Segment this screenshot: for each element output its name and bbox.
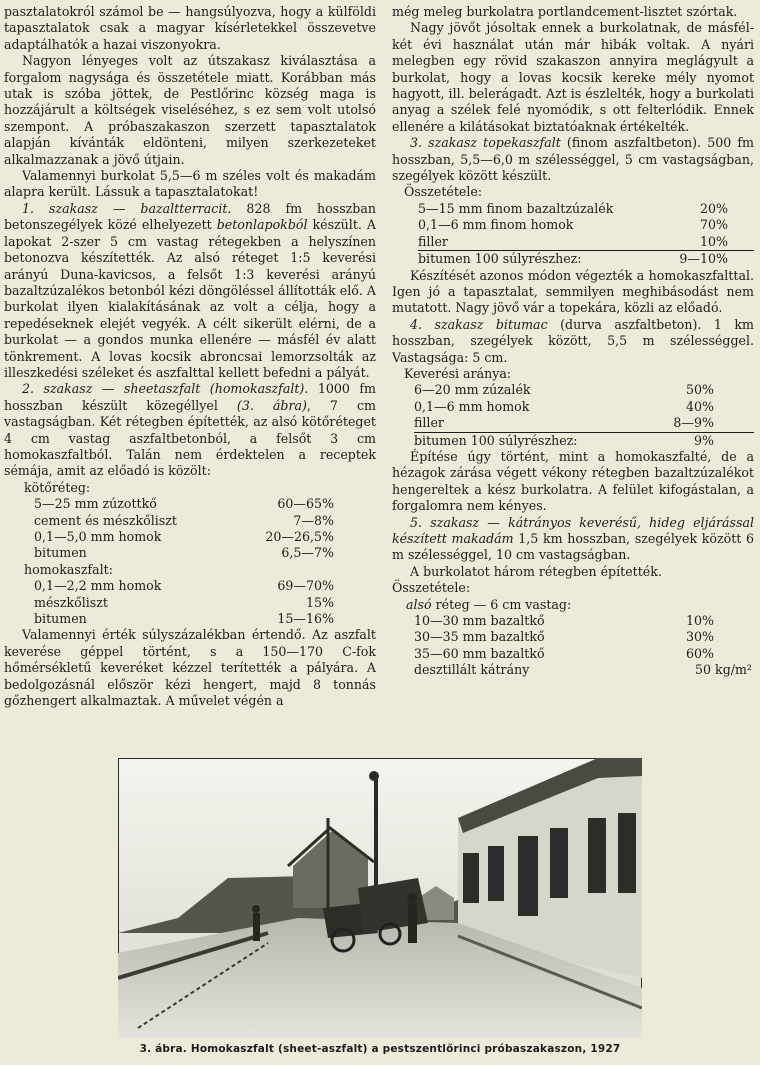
section-heading: 3. szakasz topekaszfalt [410, 135, 561, 151]
section-1: 1. szakasz — bazaltterracit. 828 fm hosszban betonszegélyek közé elhelyezett betonlapokból készült. A lapokat 2-szer 5 cm vastag rétegekben a helyszínen betonozva készítették. Az alsó réteget 1:5 keverési arányú Duna-kavicsos, a felsőt 1:3 keverési arányú bazaltzúzalékos betonból kézi döngöléssel állították elő. A burkolat ilyen kialakításának az volt a célja, hogy a repedéseknek elejét vegyék. A célt sikerült elérni, de a burkolat — a gondos munka ellenére — másfél év alatt tönkrement. A lovas kocsik abroncsai lemorzsolták az illeszkedési széleket és aszfalttal kellett befedni a pályát. [4, 200, 376, 380]
paragraph: Valamennyi burkolat 5,5—6 m széles volt és makadám alapra került. Lássuk a tapasztalatokat! [4, 168, 376, 200]
recipe-makadam [392, 580, 754, 678]
section-3: 3. szakasz topekaszfalt (finom aszfaltbeton). 500 fm hosszban, 5,5—6,0 m szélességgel, 5 cm vastagságban, szegélyek között készült. [392, 135, 754, 184]
recipe-row: mészkőliszt 15% [34, 594, 334, 610]
window [488, 846, 504, 901]
section-heading: 5. szakasz — kátrányos keverésű, hideg eljárással készített makadám [392, 514, 754, 546]
paragraph: Valamennyi érték súlyszázalékban értendő. Az aszfalt keverése géppel történt, s a 150—170 C-fok hőmérsékletű keveréket kézzel terítették a pályára. A bedolgozásnál először kézi hengert, majd 8 tonnás gőzhengert alkalmaztak. A művelet végén a [4, 627, 376, 709]
recipe-row: 6—20 mm zúzalék 50% [414, 382, 714, 398]
recipe-bitumac [392, 366, 754, 449]
recipe-row: 0,1—5,0 mm homok 20—26,5% [34, 529, 334, 544]
recipe-kotoreteg [4, 480, 376, 628]
section-heading: 1. szakasz — bazaltterracit. [22, 200, 232, 216]
window [550, 828, 568, 898]
paragraph: Építése úgy történt, mint a homokaszfalté, de a hézagok zárása végett vékony rétegben bazaltzúzalékot hengereltek a kész burkolatra. A felület kifogástalan, a forgalomra nem kényes. [392, 448, 754, 514]
right-column [392, 4, 754, 679]
section-4: 4. szakasz bitumac (durva aszfaltbeton). 1 km hosszban, szegélyek között, 5,5 m szélességgel. Vastagsága: 5 cm. [392, 316, 754, 365]
recipe-row: 5—25 mm zúzottkő 60—65% [34, 496, 334, 512]
figure-photo [118, 758, 642, 1038]
recipe-topeka [392, 184, 754, 267]
recipe-heading: Összetétele: [404, 184, 483, 200]
section-2: 2. szakasz — sheetaszfalt (homokaszfalt). 1000 fm hosszban készült közegéllyel (3. ábra), 7 cm vastagságban. Két rétegben építették, az alsó kötőréteget 4 cm vastag aszfaltbetonból, a felsőt 3 cm homokaszfaltból. Talán nem érdektelen a receptek sémája, amit az előadó is közölt: [4, 381, 376, 479]
paragraph: Nagy jövőt jósoltak ennek a burkolatnak, de másfél-két évi használat után már hibák voltak. A nyári melegben egy rövid szakaszon annyira meglágyult a burkolat, hogy a lovas kocsik kereke mély nyomot hagyott, ill. belerágadt. Azt is észlelték, hogy a burkolati anyag a szélek felé nyomódik, s ott felterlódik. Ennek ellenére a kilátásokat biztatóaknak értékelték. [392, 20, 754, 134]
paragraph: Készítését azonos módon végezték a homokaszfalttal. Igen jó a tapasztalat, semmilyen meghibásodást nem mutatott. Nagy jövő vár a topekára, közli az előadó. [392, 267, 754, 316]
recipe-heading: alsó réteg — 6 cm vastag: [406, 596, 572, 612]
person [408, 903, 417, 943]
recipe-row: bitumen 15—16% [34, 611, 334, 627]
recipe-row: 10—30 mm bazaltkő 10% [414, 613, 714, 629]
window [618, 813, 636, 893]
paragraph: Nagyon lényeges volt az útszakasz kiválasztása a forgalom nagysága és összetétele miatt. Korábban más utak is szóba jöttek, de Pestlőrinc község maga is hozzájárult a költségek viseléséhez, s ez sem volt utolsó szempont. A próbaszakaszon szerzett tapasztalatok alapján kívánták eldönteni, milyen szerkezeteket alkalmazzanak a jövő útjain. [4, 53, 376, 167]
recipe-heading: Keverési aránya: [404, 365, 512, 381]
section-heading: 2. szakasz — sheetaszfalt (homokaszfalt). [22, 381, 309, 397]
recipe-row: filler 8—9% [414, 415, 714, 431]
window [588, 818, 606, 893]
recipe-heading: Összetétele: [392, 580, 471, 596]
recipe-heading: homokaszfalt: [24, 561, 113, 577]
recipe-row: bitumen 100 súlyrészhez: 9% [414, 432, 754, 449]
recipe-row: 0,1—6 mm finom homok 70% [418, 217, 728, 233]
recipe-row: 35—60 mm bazaltkő 60% [414, 645, 714, 661]
recipe-row: 0,1—6 mm homok 40% [414, 398, 714, 414]
paragraph: pasztalatokról számol be — hangsúlyozva, hogy a külföldi tapasztalatok csak a magyar kísérletekkel összevetve adaptálhatók a hazai viszonyokra. [4, 4, 376, 52]
recipe-heading: kötőréteg: [24, 479, 91, 495]
window [463, 853, 479, 903]
recipe-row: bitumen 6,5—7% [34, 545, 334, 561]
street-photo [118, 758, 642, 1038]
recipe-row: 30—35 mm bazaltkő 30% [414, 629, 714, 645]
figure-reference[interactable]: (3. ábra) [236, 397, 307, 413]
recipe-row: 0,1—2,2 mm homok 69—70% [34, 578, 334, 594]
paragraph: A burkolatot három rétegben építették. [410, 563, 662, 579]
section-heading: 4. szakasz bitumac [410, 316, 548, 332]
recipe-row: 5—15 mm finom bazaltzúzalék 20% [418, 200, 728, 216]
door [518, 836, 538, 916]
person [253, 913, 260, 941]
recipe-row: cement és mészkőliszt 7—8% [34, 512, 334, 528]
recipe-row: desztillált kátrány 50 kg/m² [414, 662, 752, 678]
paragraph: még meleg burkolatra portlandcement-lisztet szórtak. [392, 4, 738, 19]
recipe-row: filler 10% [418, 233, 728, 249]
recipe-row: bitumen 100 súlyrészhez: 9—10% [418, 250, 754, 267]
left-column [4, 4, 376, 709]
section-5: 5. szakasz — kátrányos keverésű, hideg eljárással készített makadám 1,5 km hosszban, szegélyek között 6 m szélességgel, 10 cm vastagságban. [392, 514, 755, 563]
figure-caption: 3. ábra. Homokaszfalt (sheet-aszfalt) a pestszentlőrinci próbaszakaszon, 1927 [139, 1043, 621, 1055]
